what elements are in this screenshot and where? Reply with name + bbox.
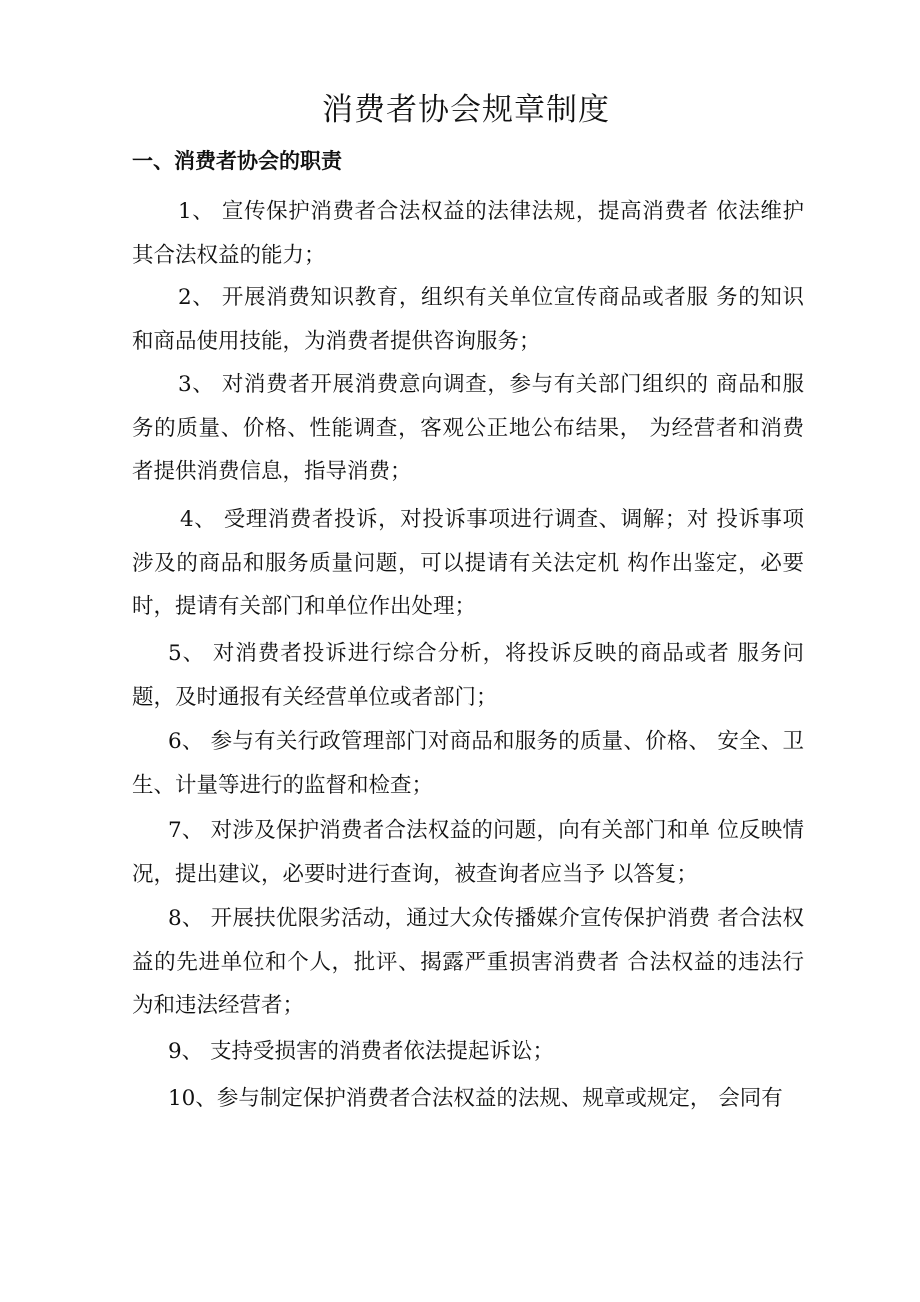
- duty-item-1: [132, 190, 804, 277]
- duty-item-text: 受理消费者投诉，对投诉事项进行调查、调解；对 投诉事项涉及的商品和服务质量问题，可以提请有关法定机 构作出鉴定，必要时，提请有关部门和单位作出处理；: [132, 507, 804, 619]
- duty-item-number: 4、: [180, 507, 217, 532]
- duty-item-text: 宣传保护消费者合法权益的法律法规，提高消费者 依法维护其合法权益的能力；: [132, 199, 804, 268]
- duty-item-text: 参与有关行政管理部门对商品和服务的质量、价格、 安全、卫生、计量等进行的监督和检查；: [132, 729, 804, 798]
- duty-item-number: 2、: [178, 285, 215, 310]
- duty-item-3: [132, 363, 804, 494]
- duty-item-text: 开展扶优限劣活动，通过大众传播媒介宣传保护消费 者合法权益的先进单位和个人，批评、揭露严重损害消费者 合法权益的违法行为和违法经营者；: [132, 906, 804, 1018]
- duty-item-number: 9、: [168, 1039, 204, 1064]
- duty-item-number: 10、: [168, 1086, 217, 1111]
- duty-item-text: 对消费者开展消费意向调查，参与有关部门组织的 商品和服务的质量、价格、性能调查，客观公正地公布结果， 为经营者和消费者提供消费信息，指导消费；: [132, 372, 804, 484]
- duty-item-7: [132, 809, 804, 896]
- duty-item-text: 对消费者投诉进行综合分析，将投诉反映的商品或者 服务问题，及时通报有关经营单位或者部门；: [132, 641, 804, 710]
- duty-item-text: 支持受损害的消费者依法提起诉讼；: [203, 1039, 555, 1064]
- duty-item-number: 6、: [168, 729, 204, 754]
- duty-item-5: [132, 632, 804, 719]
- duty-item-text: 开展消费知识教育，组织有关单位宣传商品或者服 务的知识和商品使用技能，为消费者提供咨询服务；: [132, 285, 804, 354]
- duty-item-text: 对涉及保护消费者合法权益的问题，向有关部门和单 位反映情况，提出建议，必要时进行查询，被查询者应当予 以答复；: [132, 818, 804, 887]
- duty-item-number: 7、: [168, 818, 204, 843]
- duty-item-8: [132, 897, 804, 1028]
- duty-item-number: 3、: [178, 372, 215, 397]
- section-heading: 一、消费者协会的职责: [132, 149, 342, 173]
- duty-item-number: 5、: [168, 641, 206, 666]
- document-title: 消费者协会规章制度: [322, 92, 610, 128]
- duty-item-number: 1、: [178, 199, 215, 224]
- duty-item-9: [132, 1030, 804, 1074]
- duty-item-4: [132, 498, 804, 629]
- duty-item-6: [132, 720, 804, 807]
- duty-item-text: 参与制定保护消费者合法权益的法规、规章或规定， 会同有: [216, 1086, 783, 1111]
- duty-item-2: [132, 276, 804, 363]
- duty-item-number: 8、: [168, 906, 204, 931]
- duty-item-10: [132, 1077, 804, 1121]
